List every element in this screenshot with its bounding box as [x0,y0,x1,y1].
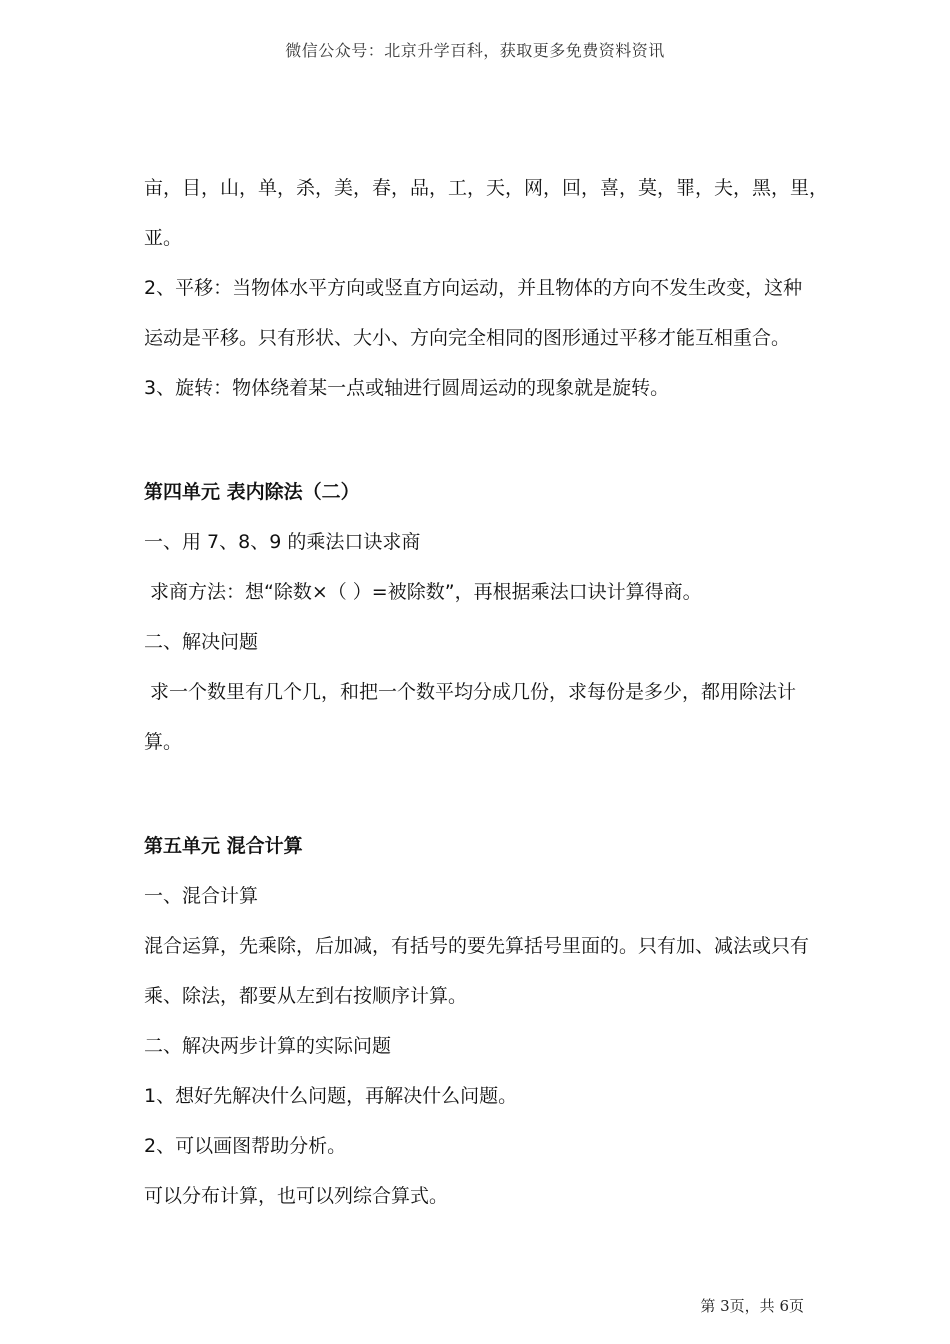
document-body [144,163,829,1221]
unit4-problem-line-1: 求一个数里有几个几，和把一个数平均分成几份，求每份是多少，都用除法计 [150,681,797,703]
unit4-method: 求商方法：想“除数×（ ）=被除数”，再根据乘法口诀计算得商。 [150,581,702,603]
unit5-rule-line-1: 混合运算，先乘除，后加减，有括号的要先算括号里面的。只有加、减法或只有 [144,935,810,957]
unit5-section2: 二、解决两步计算的实际问题 [144,1035,392,1057]
rotation-line: 3、旋转：物体绕着某一点或轴进行圆周运动的现象就是旋转。 [144,377,670,399]
spacer [144,413,809,467]
unit4-section1: 一、用 7、8、9 的乘法口诀求商 [144,531,421,553]
unit4-section2: 二、解决问题 [144,631,259,653]
unit4-problem-line-2: 算。 [144,731,183,753]
unit5-step-2: 2、可以画图帮助分析。 [144,1135,347,1157]
unit5-note: 可以分布计算，也可以列综合算式。 [144,1185,449,1207]
unit5-title: 第五单元 混合计算 [144,835,303,857]
unit5-section1: 一、混合计算 [144,885,259,907]
intro-line-1: 亩，目，山，单，杀，美，春，品，工，天，网，回，喜，莫，罪，夫，黑，里， [144,177,829,199]
unit5-rule-line-2: 乘、除法，都要从左到右按顺序计算。 [144,985,468,1007]
translation-line-1: 2、平移：当物体水平方向或竖直方向运动，并且物体的方向不发生改变，这种 [144,277,803,299]
translation-line-2: 运动是平移。只有形状、大小、方向完全相同的图形通过平移才能互相重合。 [144,327,791,349]
page-number: 第 3页，共 6页 [700,1297,804,1315]
unit5-step-1: 1、想好先解决什么问题，再解决什么问题。 [144,1085,518,1107]
unit4-title: 第四单元 表内除法（二） [144,481,360,503]
intro-line-2: 亚。 [144,227,183,249]
spacer [144,767,809,821]
page-header: 微信公众号：北京升学百科，获取更多免费资料资讯 [285,41,665,60]
